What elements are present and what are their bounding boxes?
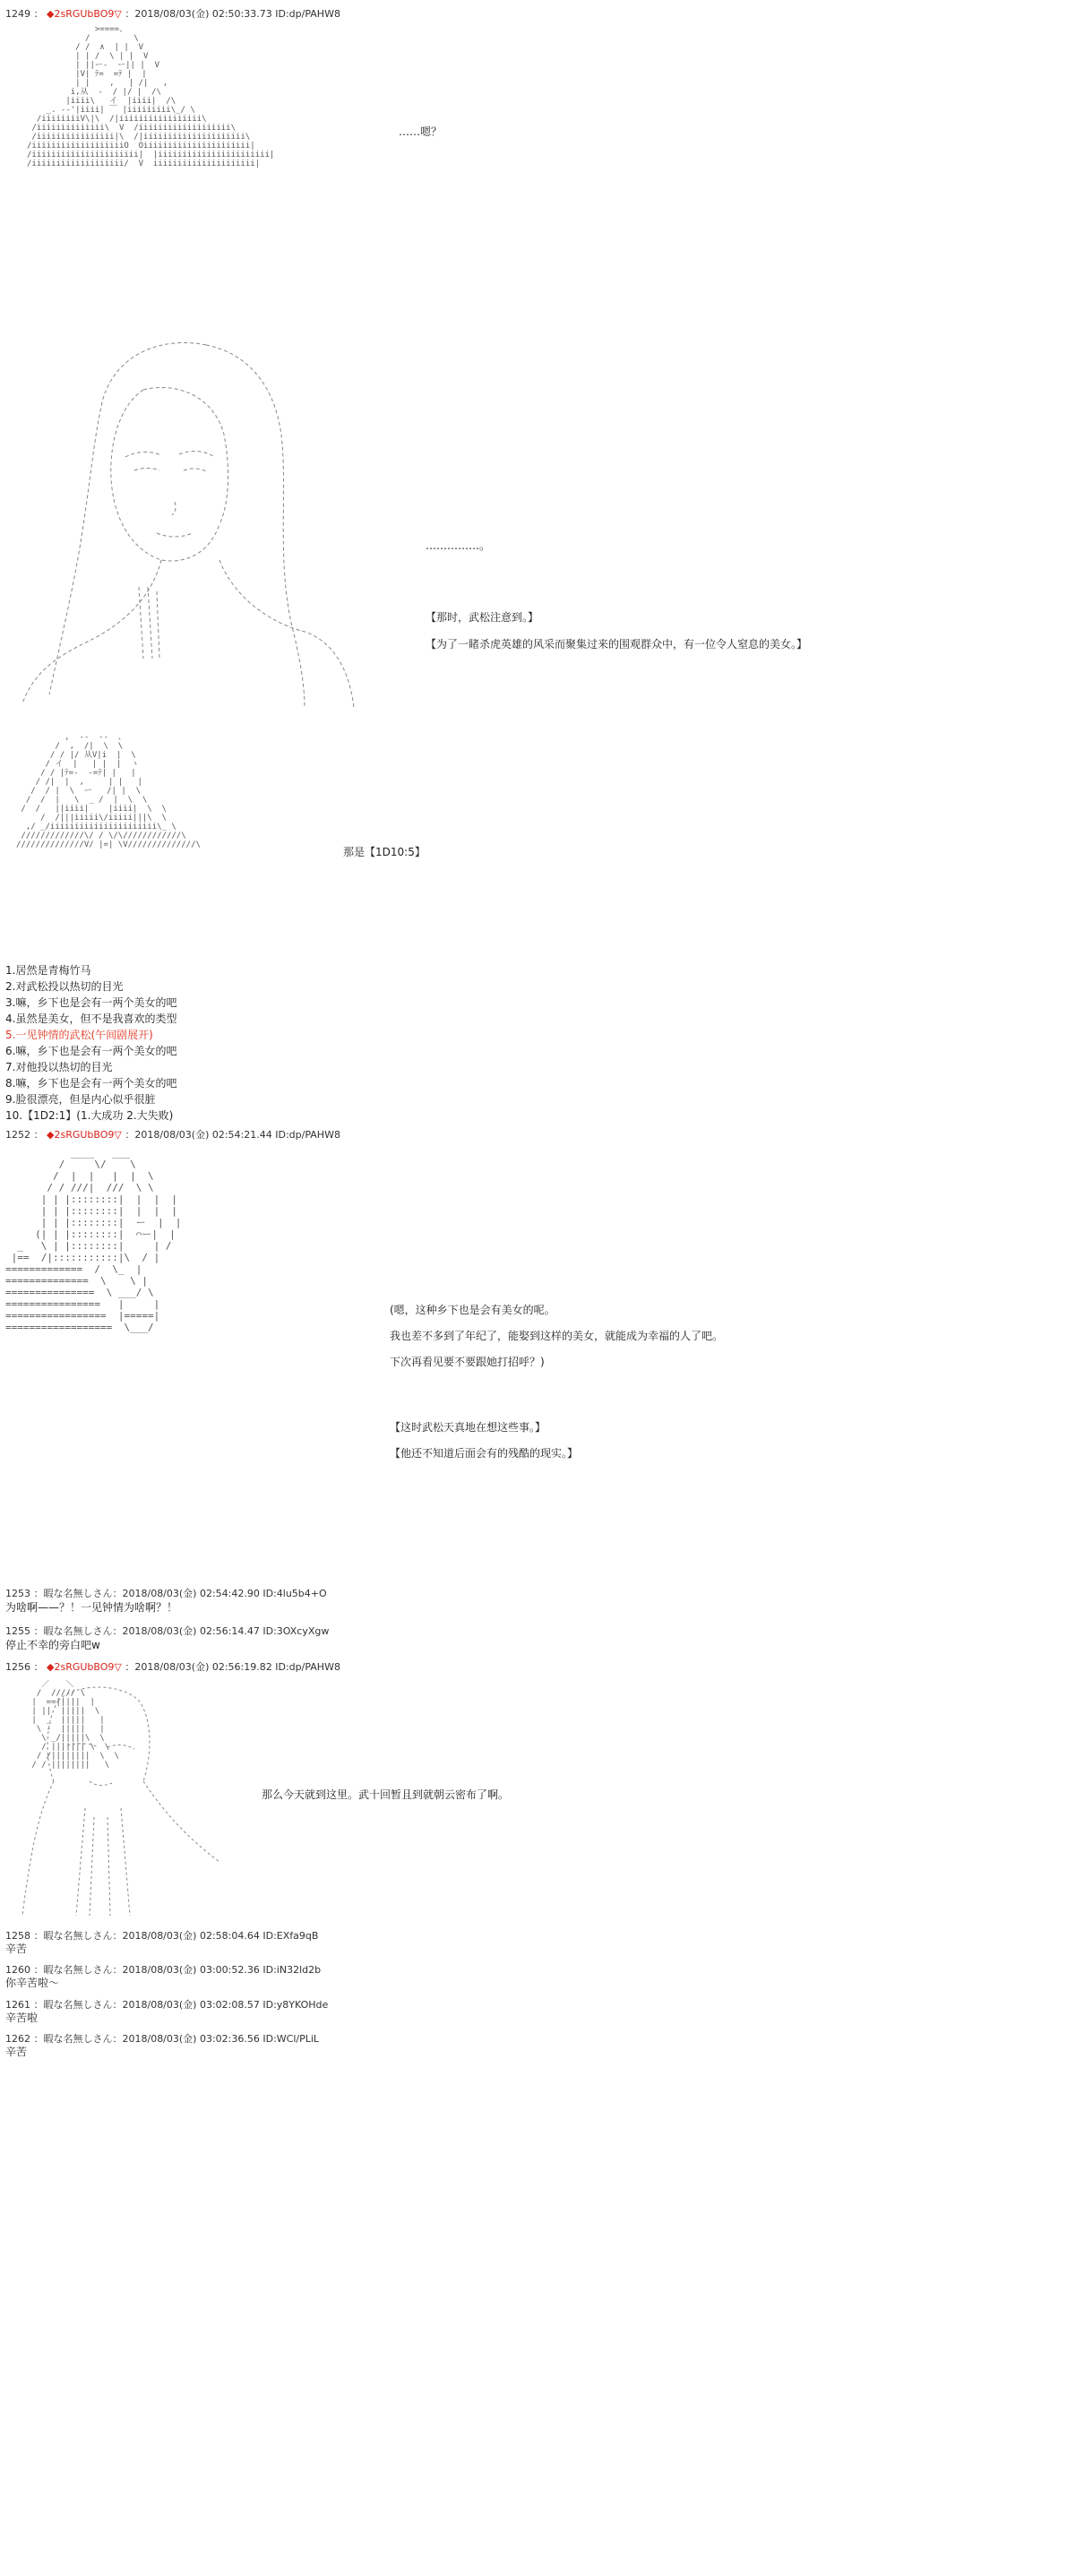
author-trip[interactable]: 2sRGUbBO9▽ — [54, 1129, 122, 1141]
option-item: 3.嘛，乡下也是会有一两个美女的吧 — [5, 996, 177, 1009]
option-item-selected: 5.一见钟情的武松(午间剧展开) — [5, 1029, 153, 1041]
trip-diamond-icon: ◆ — [47, 8, 55, 20]
post-meta: ：2018/08/03(金) 02:54:21.44 ID:dp/PAHW8 — [125, 1129, 340, 1141]
line-art-woman-portrait — [9, 336, 385, 712]
option-item: 6.嘛，乡下也是会有一两个美女的吧 — [5, 1045, 177, 1057]
option-item: 1.居然是青梅竹马 — [5, 964, 91, 977]
author-trip[interactable]: 2sRGUbBO9▽ — [54, 8, 122, 20]
post-number: 1256 — [5, 1661, 30, 1673]
author-trip[interactable]: 2sRGUbBO9▽ — [54, 1661, 122, 1673]
option-item: 10.【1D2:1】(1.大成功 2.大失败) — [5, 1109, 174, 1122]
post-number: 1249 — [5, 8, 30, 20]
dialogue-line: ……………。 — [426, 539, 491, 552]
dialogue-line: (嗯，这种乡下也是会有美女的呢。 — [390, 1304, 555, 1316]
post-header-1253: 1253 ：暇な名無しさん：2018/08/03(金) 02:54:42.90 ID:4lu5b4+O — [5, 1588, 327, 1599]
narration-line: 【这时武松天真地在想这些事。】 — [390, 1421, 546, 1434]
option-item: 9.脸很漂亮，但是内心似乎很脏 — [5, 1093, 156, 1106]
post-body: 辛苦 — [5, 2046, 28, 2058]
post-meta: ：2018/08/03(金) 02:56:19.82 ID:dp/PAHW8 — [125, 1661, 340, 1673]
line-art-man-figure — [4, 1674, 228, 1925]
option-item: 8.嘛，乡下也是会有一两个美女的吧 — [5, 1077, 177, 1090]
option-item: 2.对武松投以热切的目光 — [5, 980, 124, 993]
option-list — [5, 962, 176, 1124]
ascii-art-woman-1: >====、 / \ / / ∧ | | V | | / \ | | V | ||ー- ー|| | V |V| ﾃ= =ﾃ | | | | , | /| , i,从 - / |/ | /\ |iiii\ イ |iiii| /\ _. -‐'|iiii| ￣ |iiiiiiiii\_/ \ /iiiiiiiiV\|\ /|iiiiiiiiiiiiiiiii\ /iiiiiiiiiiiiii\ V /iiiiiiiiiiiiiiiiiii\ /iiiiiiiiiiiiiiii|\ /|iiiiiiiiiiiiiiiiiiiii\ /iiiiiiiiiiiiiiiiiiiO Oiiiiiiiiiiiiiiiiiiiiii| /iiiiiiiiiiiiiiiiiiiiii| |iiiiiiiiiiiiiiiiiiiiiii| /iiiiiiiiiiiiiiiiiii/ V iiiiiiiiiiiiiiiiiiiii| — [27, 25, 275, 168]
post-body: 停止不幸的旁白吧w — [5, 1639, 100, 1651]
dialogue-line: 那么今天就到这里。武十回暂且到就朝云密布了啊。 — [262, 1788, 510, 1801]
narration-line: 【那时，武松注意到。】 — [426, 611, 539, 624]
post-header-1255: 1255 ：暇な名無しさん：2018/08/03(金) 02:56:14.47 ID:3OXcyXgw — [5, 1625, 330, 1637]
option-item: 7.对他投以热切的目光 — [5, 1061, 113, 1073]
option-item: 4.虽然是美女，但不是我喜欢的类型 — [5, 1012, 177, 1025]
post-separator: ： — [33, 8, 44, 20]
post-header-1249 — [5, 6, 340, 21]
post-header-1258: 1258 ：暇な名無しさん：2018/08/03(金) 02:58:04.64 ID:EXfa9qB — [5, 1930, 319, 1942]
post-header-1256 — [5, 1659, 340, 1674]
post-separator: ： — [33, 1129, 44, 1141]
trip-diamond-icon: ◆ — [47, 1129, 55, 1141]
post-body: 辛苦 — [5, 1943, 28, 1955]
dice-roll-line: 那是【1D10:5】 — [343, 846, 426, 858]
post-number: 1252 — [5, 1129, 30, 1141]
dialogue-line: ……嗯？ — [399, 125, 443, 138]
ascii-art-man: ／￣￣＼ / ///// \ | ==||||| | | || ||||| \ | _ ||||| | \ - ||||| | \ _/|||||\ \ / ||||||| \ \ / /|||||||| \ \ / / |||||||| \ — [31, 1680, 119, 1770]
dialogue-line: 我也差不多到了年纪了，能娶到这样的美女，就能成为幸福的人了吧。 — [390, 1330, 724, 1342]
post-separator: ： — [33, 1661, 44, 1673]
trip-diamond-icon: ◆ — [47, 1661, 55, 1673]
post-meta: ：2018/08/03(金) 02:50:33.73 ID:dp/PAHW8 — [125, 8, 340, 20]
ascii-art-woman-3: ____ ___ / \/ \ / | | | | \ / / ///| /// \ \ | | |::::::::| | | | | | |::::::::| | | | | | |::::::::| ー | | (| | |::::::::| ⌒ー| | _ \ | |::::::::| | / |== /|:::::::::::|\ / | ============= / \_ | ============== \ \ | =============== \ ___/ \ ================ | | ================= |=====| ================== \___/ — [5, 1147, 182, 1333]
narration-line: 【为了一睹杀虎英雄的风采而聚集过来的围观群众中，有一位令人窒息的美女。】 — [426, 638, 808, 650]
post-body: 你辛苦啦～ — [5, 1977, 60, 1989]
ascii-art-woman-2: , -‐ ‐- 、 / , /| \ \ / / |/ 从V|i | \ / イ | | | | ヽ / / |ﾃ=- -=ﾃ| | | / /| | , | | | / / | \ ー /| | \ / / | \ _ / | \ \ / / ||iiii| |iiii| \ \ / /|||iiiii\/iiiii|||\ \ ,/ _/iiiiiiiiiiiiiiiiiiiiii\_ \ /////////////\/ / \/\////////////\ //////////////V/ |=| \V//////////////\ — [16, 733, 201, 849]
post-header-1262: 1262 ：暇な名無しさん：2018/08/03(金) 03:02:36.56 ID:WCl/PLiL — [5, 2033, 320, 2045]
post-header-1260: 1260 ：暇な名無しさん：2018/08/03(金) 03:00:52.36 ID:iN32ld2b — [5, 1964, 322, 1976]
narration-line: 【他还不知道后面会有的残酷的现实。】 — [390, 1447, 579, 1460]
post-body: 为啥啊——？！一见钟情为啥啊？！ — [5, 1601, 178, 1614]
post-header-1252 — [5, 1127, 340, 1142]
post-body: 辛苦啦 — [5, 2012, 39, 2024]
dialogue-line: 下次再看见要不要跟她打招呼？) — [390, 1356, 545, 1368]
post-header-1261: 1261 ：暇な名無しさん：2018/08/03(金) 03:02:08.57 ID:y8YKOHde — [5, 1999, 329, 2011]
